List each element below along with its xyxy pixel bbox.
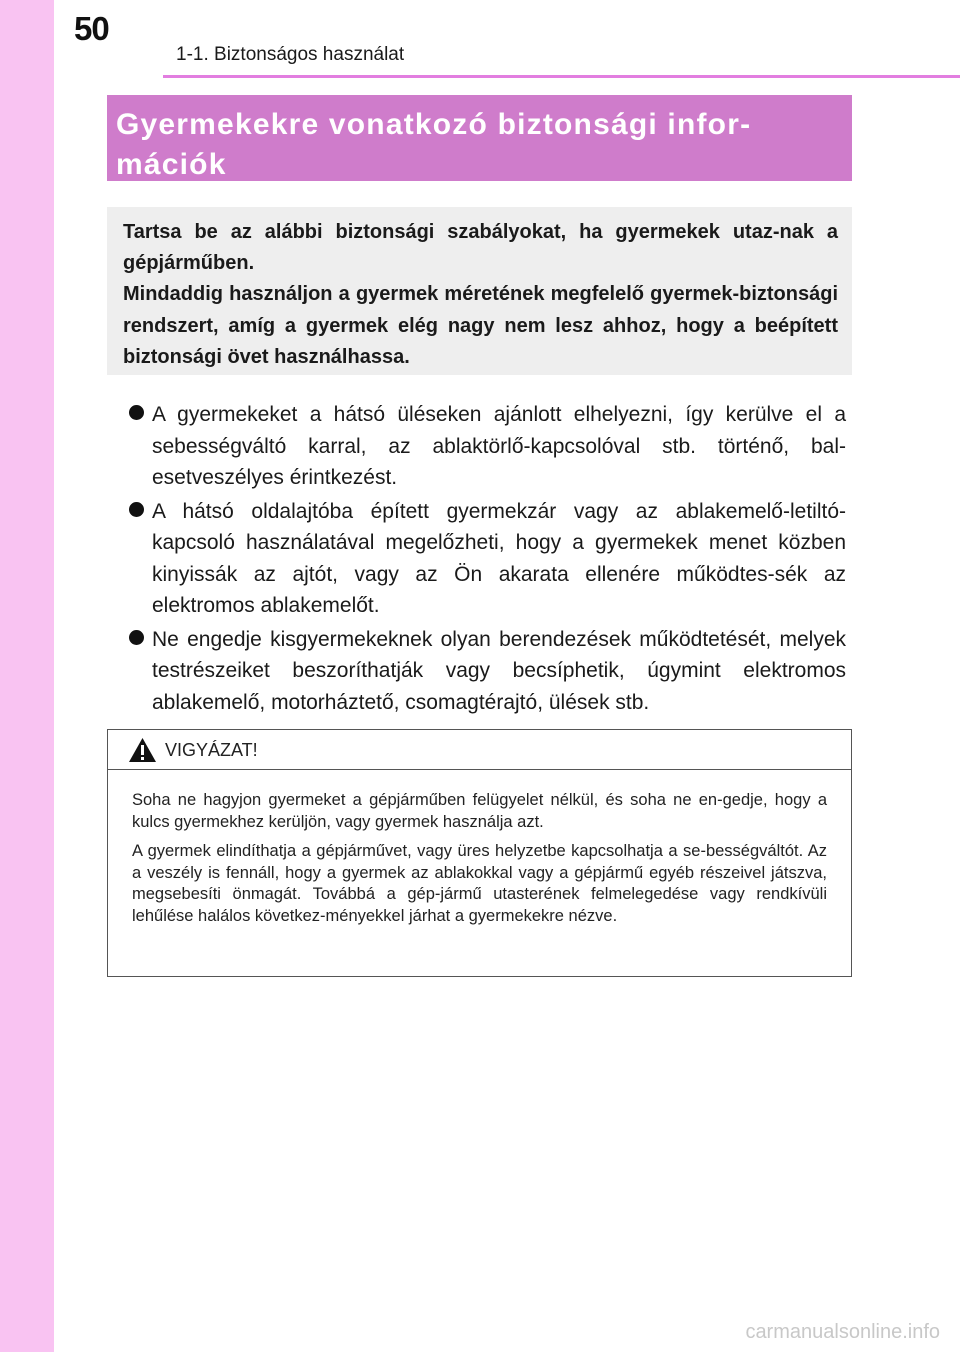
warning-paragraph-2: A gyermek elindíthatja a gépjárművet, vagy üres helyzetbe kapcsolhatja a se-bességváltót. Az a veszély is fennáll, hogy a gyermek az ablakokkal vagy a gépjármű egyéb részeivel játszva, megsebesíti önmagát. Továbbá a gép-jármű utasterének felmelegedése vagy rendkívüli lehűlése halálos következ-ményekkel járhat a gyermekekre nézve. — [132, 842, 827, 925]
list-item — [128, 399, 846, 494]
warning-paragraph-1: Soha ne hagyjon gyermeket a gépjárműben felügyelet nélkül, és soha ne en-gedje, hogy a kulcs gyermekhez kerüljön, vagy gyermek használja azt. — [132, 791, 827, 831]
watermark: carmanualsonline.info — [745, 1321, 940, 1343]
page-title-line-1: Gyermekekre vonatkozó biztonsági infor- — [116, 108, 752, 141]
bullet-dot-icon — [129, 630, 144, 645]
bullet-text: A hátsó oldalajtóba épített gyermekzár vagy az ablakemelő-letiltó-kapcsoló használatával megelőzheti, hogy a gyermekek menet közben kinyissák az ajtót, vagy az Ön akarata ellenére működtes-sék az elektromos ablakemelőt. — [152, 499, 846, 617]
section-path: 1-1. Biztonságos használat — [176, 44, 405, 65]
header-rule — [163, 75, 960, 78]
bullet-dot-icon — [129, 405, 144, 420]
bullet-text: A gyermekeket a hátsó üléseken ajánlott elhelyezni, így kerülve el a sebességváltó karral, az ablaktörlő-kapcsolóval stb. történő, bal-esetveszélyes érintkezést. — [152, 403, 846, 489]
warning-body — [108, 770, 851, 927]
intro-paragraph-2: Mindaddig használjon a gyermek méretének megfelelő gyermek-biztonsági rendszert, amíg a gyermek elég nagy nem lesz ahhoz, hogy a beépített biztonsági övet használhassa. — [123, 283, 838, 368]
intro-box — [107, 207, 852, 375]
side-strip — [0, 0, 54, 1352]
title-box — [107, 95, 852, 181]
intro-paragraph-1: Tartsa be az alábbi biztonsági szabályokat, ha gyermekek utaz-nak a gépjárműben. — [123, 221, 838, 275]
warning-header — [108, 730, 851, 770]
page-number: 50 — [74, 10, 109, 47]
bullet-list — [128, 399, 846, 720]
warning-title: VIGYÁZAT! — [165, 740, 258, 760]
bullet-text: Ne engedje kisgyermekeknek olyan berendezések működtetését, melyek testrészeiket beszoríthatják vagy becsíphetik, úgymint elektromos ablakemelő, motorháztető, csomagtérajtó, ülések stb. — [152, 627, 846, 714]
page-title-line-2: mációk — [116, 148, 227, 181]
page-title — [116, 105, 844, 185]
warning-triangle-icon — [128, 737, 157, 763]
list-item — [128, 624, 846, 719]
warning-box — [107, 729, 852, 977]
list-item — [128, 496, 846, 622]
bullet-dot-icon — [129, 502, 144, 517]
